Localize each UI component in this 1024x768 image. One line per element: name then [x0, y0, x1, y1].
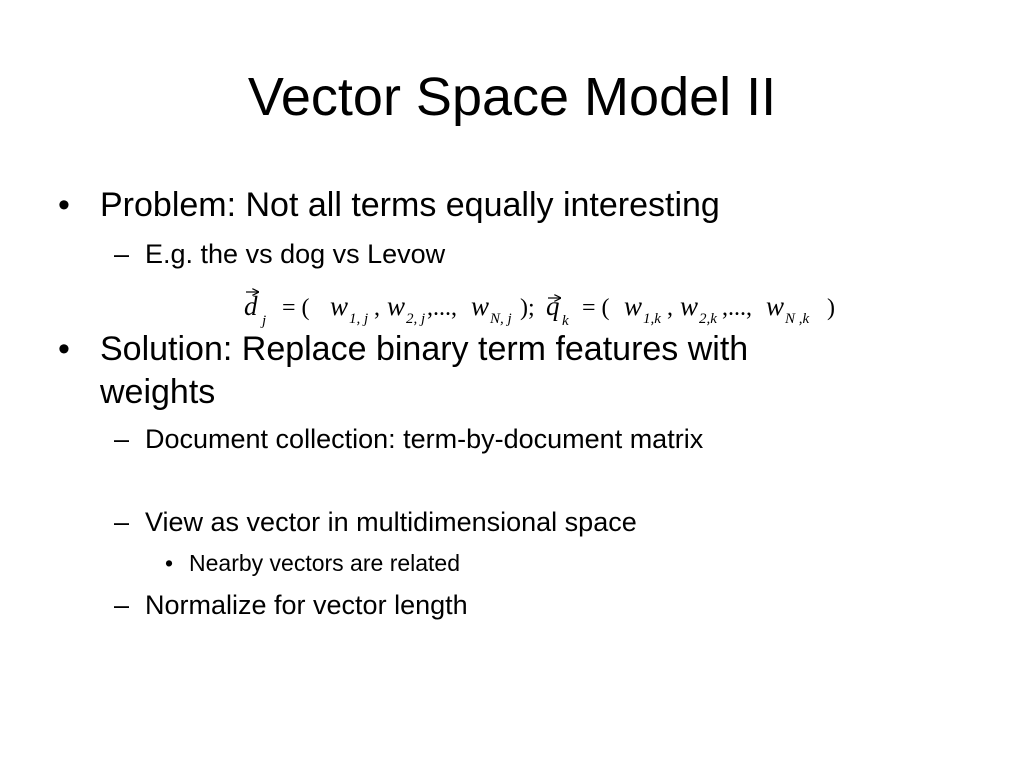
close-paren: ) [827, 295, 835, 321]
w-nk-subscript: N ,k [785, 311, 810, 327]
w-1-symbol: w [330, 291, 349, 321]
w-1k-subscript: 1,k [643, 311, 661, 327]
w-2-subscript: 2, j [406, 311, 426, 327]
dash-marker: – [114, 239, 130, 269]
w-1-subscript: 1, j [349, 311, 369, 327]
dash-marker: – [114, 590, 130, 620]
bullet-marker: • [58, 330, 70, 368]
subbullet-text: Document collection: term-by-document matrix [145, 424, 704, 454]
w-2k-subscript: 2,k [699, 311, 717, 327]
vector-formula [242, 286, 852, 336]
bullet-text: Problem: Not all terms equally interesting [100, 186, 720, 224]
w-n-subscript: N, j [490, 311, 512, 327]
vector-d-symbol: d [244, 291, 258, 321]
dash-marker: – [114, 507, 130, 537]
ellipsis-2: ,..., [722, 295, 752, 321]
subbullet-text: View as vector in multidimensional space [145, 507, 637, 537]
vector-q-symbol: q [546, 291, 560, 321]
slide-title: Vector Space Model II [247, 67, 777, 127]
bullet-text: weights [100, 373, 216, 411]
subsubbullet-text: Nearby vectors are related [189, 550, 461, 576]
subbullet-text: Normalize for vector length [145, 590, 468, 620]
subbullet-text: E.g. the vs dog vs Levow [145, 239, 446, 269]
equals-open-1: = ( [282, 295, 310, 321]
comma-1: , [374, 295, 380, 321]
w-2k-symbol: w [680, 291, 699, 321]
ellipsis-1: ,..., [427, 295, 457, 321]
bullet-marker: • [165, 550, 174, 576]
vector-q-subscript: k [562, 313, 569, 329]
bullet-text: Solution: Replace binary term features with [100, 330, 749, 368]
w-nk-symbol: w [766, 291, 785, 321]
dash-marker: – [114, 424, 130, 454]
vector-d-subscript: j [262, 313, 267, 329]
comma-2: , [667, 295, 673, 321]
w-n-symbol: w [471, 291, 490, 321]
close-separator: ); [520, 295, 535, 321]
equals-open-2: = ( [582, 295, 610, 321]
bullet-marker: • [58, 186, 70, 224]
w-2-symbol: w [387, 291, 406, 321]
w-1k-symbol: w [624, 291, 643, 321]
